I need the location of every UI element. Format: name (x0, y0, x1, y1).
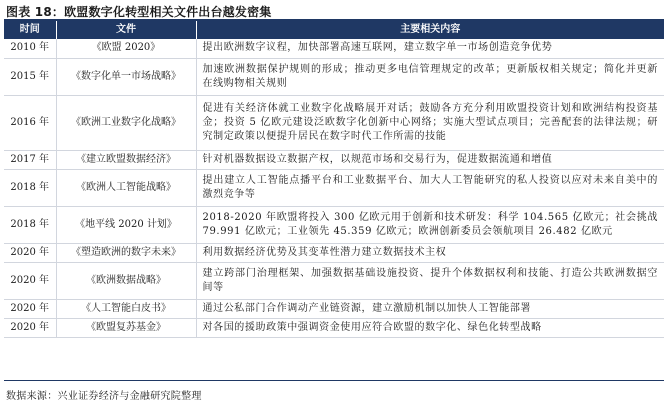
table-row (4, 318, 664, 337)
table-row (4, 150, 664, 169)
doc-cell: 《欧洲工业数字化战略》 (56, 95, 196, 150)
header-content: 主要相关内容 (196, 21, 664, 39)
table-row (4, 206, 664, 243)
doc-cell: 《地平线 2020 计划》 (56, 206, 196, 243)
table-row (4, 169, 664, 206)
table-row (4, 299, 664, 318)
table-row (4, 95, 664, 150)
doc-cell: 《欧洲数据战略》 (56, 262, 196, 299)
content-cell: 2018-2020 年欧盟将投入 300 亿欧元用于创新和技术研发：科学 104.565 亿欧元；社会挑战 79.991 亿欧元；工业领先 45.359 亿欧元；欧洲创新委员会领航项目 26.482 亿欧元 (196, 206, 664, 243)
policy-table (4, 21, 664, 338)
doc-cell: 《人工智能白皮书》 (56, 299, 196, 318)
doc-cell: 《欧洲人工智能战略》 (56, 169, 196, 206)
content-cell: 提出欧洲数字议程，加快部署高速互联网，建立数字单一市场创造竞争优势 (196, 39, 664, 58)
table-header-row (4, 21, 664, 39)
source-note: 数据来源：兴业证券经济与金融研究院整理 (6, 391, 202, 402)
table-row (4, 39, 664, 58)
year-cell: 2020 年 (4, 243, 56, 262)
content-cell: 针对机器数据设立数据产权，以规范市场和交易行为，促进数据流通和增值 (196, 150, 664, 169)
header-year: 时间 (4, 21, 56, 39)
year-cell: 2020 年 (4, 299, 56, 318)
content-cell: 建立跨部门治理框架、加强数据基础设施投资、提升个体数据权利和技能、打造公共欧洲数据空间等 (196, 262, 664, 299)
table-row (4, 243, 664, 262)
content-cell: 加速欧洲数据保护规则的形成；推动更多电信管理规定的改革；更新版权相关规定；简化并更新在线购物相关规则 (196, 58, 664, 95)
content-cell: 利用数据经济优势及其变革性潜力建立数据技术主权 (196, 243, 664, 262)
content-cell: 提出建立人工智能点播平台和工业数据平台、加大人工智能研究的私人投资以应对未来自美中的激烈竞争等 (196, 169, 664, 206)
content-cell: 对各国的援助政策中强调资金使用应符合欧盟的数字化、绿色化转型战略 (196, 318, 664, 337)
doc-cell: 《欧盟复苏基金》 (56, 318, 196, 337)
year-cell: 2015 年 (4, 58, 56, 95)
year-cell: 2010 年 (4, 39, 56, 58)
doc-cell: 《欧盟 2020》 (56, 39, 196, 58)
year-cell: 2017 年 (4, 150, 56, 169)
year-cell: 2020 年 (4, 318, 56, 337)
content-cell: 通过公私部门合作调动产业链资源，建立激励机制以加快人工智能部署 (196, 299, 664, 318)
year-cell: 2018 年 (4, 169, 56, 206)
table-row (4, 58, 664, 95)
year-cell: 2020 年 (4, 262, 56, 299)
doc-cell: 《数字化单一市场战略》 (56, 58, 196, 95)
header-doc: 文件 (56, 21, 196, 39)
year-cell: 2016 年 (4, 95, 56, 150)
figure-title: 图表 18：欧盟数字化转型相关文件出台越发密集 (6, 5, 272, 19)
doc-cell: 《建立欧盟数据经济》 (56, 150, 196, 169)
year-cell: 2018 年 (4, 206, 56, 243)
doc-cell: 《塑造欧洲的数字未来》 (56, 243, 196, 262)
content-cell: 促进有关经济体就工业数字化战略展开对话；鼓励各方充分利用欧盟投资计划和欧洲结构投资基金；投资 5 亿欧元建设泛欧数字化创新中心网络；实施大型试点项目；完善配套的法律法规；研究制定政策以便提升居民在数字时代工作所需的技能 (196, 95, 664, 150)
bottom-rule (4, 380, 664, 381)
table-row (4, 262, 664, 299)
